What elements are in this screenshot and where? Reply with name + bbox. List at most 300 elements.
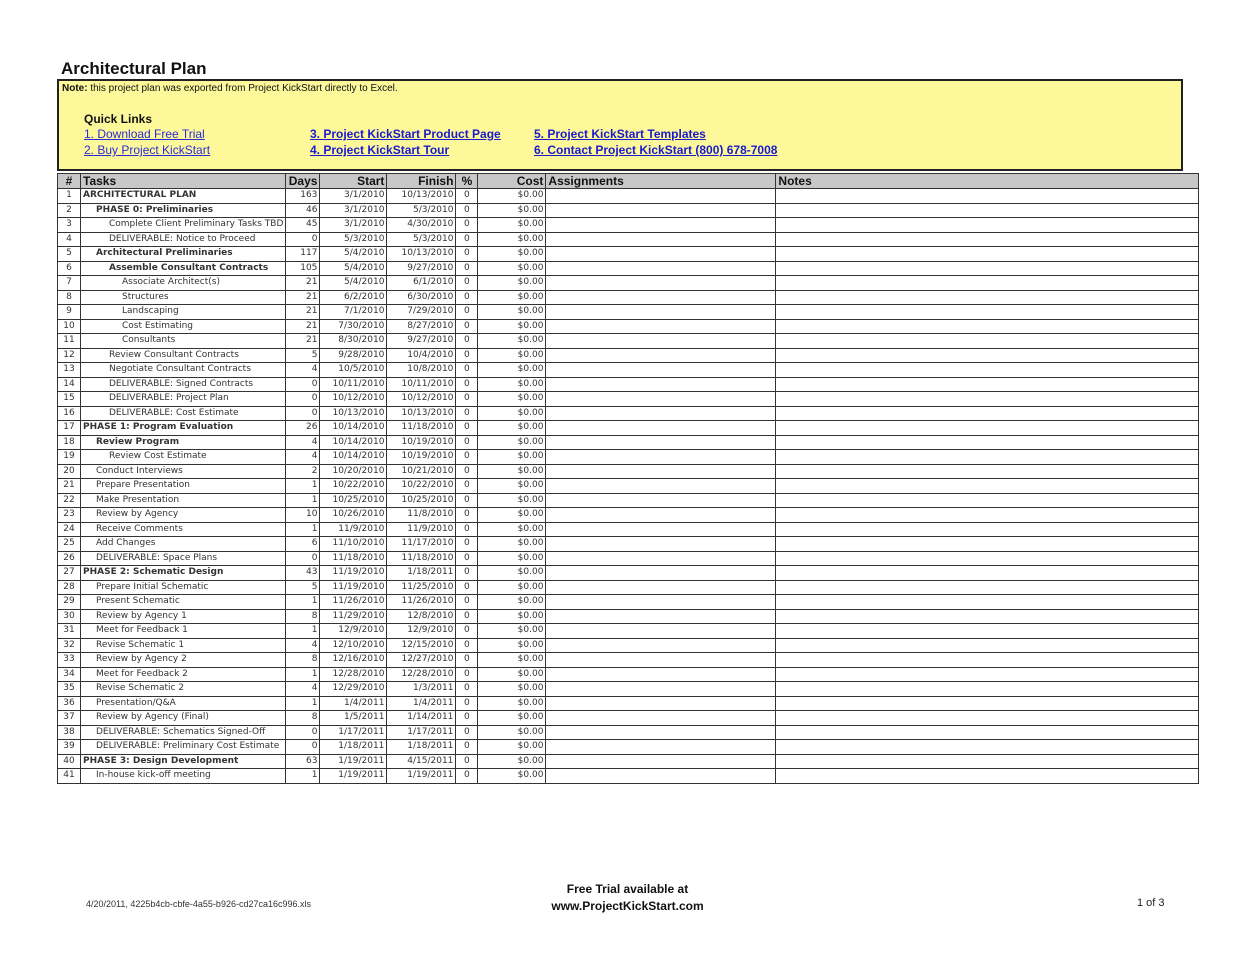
task-days: 4 (286, 682, 320, 697)
task-start: 1/18/2011 (320, 740, 387, 755)
row-number: 33 (58, 653, 81, 668)
task-start: 10/26/2010 (320, 508, 387, 523)
task-cost: $0.00 (478, 508, 546, 523)
table-row (58, 305, 1199, 320)
table-row (58, 464, 1199, 479)
task-percent: 0 (456, 464, 478, 479)
col-header-notes: Notes (776, 174, 1199, 189)
task-days: 1 (286, 667, 320, 682)
task-cost: $0.00 (478, 754, 546, 769)
task-finish: 1/3/2011 (387, 682, 456, 697)
task-name: Cost Estimating (81, 319, 286, 334)
table-row (58, 232, 1199, 247)
table-row (58, 203, 1199, 218)
task-finish: 9/27/2010 (387, 261, 456, 276)
task-cost: $0.00 (478, 261, 546, 276)
task-name: In-house kick-off meeting (81, 769, 286, 784)
task-notes (776, 261, 1199, 276)
row-number: 24 (58, 522, 81, 537)
table-row (58, 696, 1199, 711)
task-days: 0 (286, 406, 320, 421)
task-cost: $0.00 (478, 450, 546, 465)
task-days: 21 (286, 276, 320, 291)
task-days: 0 (286, 551, 320, 566)
task-notes (776, 450, 1199, 465)
task-cost: $0.00 (478, 421, 546, 436)
quick-links-panel (57, 79, 1183, 171)
task-percent: 0 (456, 421, 478, 436)
task-percent: 0 (456, 595, 478, 610)
row-number: 30 (58, 609, 81, 624)
row-number: 25 (58, 537, 81, 552)
task-days: 8 (286, 609, 320, 624)
task-cost: $0.00 (478, 493, 546, 508)
task-notes (776, 638, 1199, 653)
task-assignments (546, 392, 776, 407)
task-notes (776, 334, 1199, 349)
task-cost: $0.00 (478, 566, 546, 581)
task-assignments (546, 464, 776, 479)
task-finish: 6/1/2010 (387, 276, 456, 291)
task-notes (776, 595, 1199, 610)
table-row (58, 334, 1199, 349)
task-days: 0 (286, 740, 320, 755)
task-start: 12/29/2010 (320, 682, 387, 697)
task-start: 11/10/2010 (320, 537, 387, 552)
task-finish: 1/4/2011 (387, 696, 456, 711)
task-start: 10/13/2010 (320, 406, 387, 421)
task-assignments (546, 551, 776, 566)
task-days: 10 (286, 508, 320, 523)
product-page-link[interactable]: 3. Project KickStart Product Page (310, 127, 501, 141)
row-number: 15 (58, 392, 81, 407)
task-days: 8 (286, 711, 320, 726)
task-finish: 11/17/2010 (387, 537, 456, 552)
task-finish: 12/9/2010 (387, 624, 456, 639)
task-start: 10/12/2010 (320, 392, 387, 407)
task-percent: 0 (456, 406, 478, 421)
quick-links-title: Quick Links (84, 112, 153, 126)
task-cost: $0.00 (478, 319, 546, 334)
task-cost: $0.00 (478, 464, 546, 479)
task-cost: $0.00 (478, 769, 546, 784)
task-days: 1 (286, 493, 320, 508)
task-notes (776, 435, 1199, 450)
task-assignments (546, 682, 776, 697)
task-cost: $0.00 (478, 406, 546, 421)
task-start: 10/20/2010 (320, 464, 387, 479)
task-name: Review Cost Estimate (81, 450, 286, 465)
task-percent: 0 (456, 522, 478, 537)
col-header-assignments: Assignments (546, 174, 776, 189)
task-cost: $0.00 (478, 232, 546, 247)
task-percent: 0 (456, 769, 478, 784)
task-assignments (546, 319, 776, 334)
task-name: PHASE 0: Preliminaries (81, 203, 286, 218)
table-row (58, 595, 1199, 610)
task-assignments (546, 247, 776, 262)
task-percent: 0 (456, 203, 478, 218)
task-assignments (546, 305, 776, 320)
task-assignments (546, 609, 776, 624)
tour-link[interactable]: 4. Project KickStart Tour (310, 143, 450, 157)
task-percent: 0 (456, 305, 478, 320)
task-name: ARCHITECTURAL PLAN (81, 189, 286, 204)
task-name: Receive Comments (81, 522, 286, 537)
task-start: 10/14/2010 (320, 421, 387, 436)
task-percent: 0 (456, 435, 478, 450)
task-notes (776, 421, 1199, 436)
task-percent: 0 (456, 580, 478, 595)
footer-promo-line1: Free Trial available at (566, 882, 689, 896)
task-start: 7/1/2010 (320, 305, 387, 320)
task-notes (776, 682, 1199, 697)
task-assignments (546, 580, 776, 595)
task-cost: $0.00 (478, 711, 546, 726)
task-notes (776, 276, 1199, 291)
task-start: 3/1/2010 (320, 203, 387, 218)
task-name: DELIVERABLE: Schematics Signed-Off (81, 725, 286, 740)
table-row (58, 711, 1199, 726)
task-name: Review by Agency (81, 508, 286, 523)
row-number: 34 (58, 667, 81, 682)
task-name: Structures (81, 290, 286, 305)
task-days: 26 (286, 421, 320, 436)
task-assignments (546, 450, 776, 465)
task-finish: 11/25/2010 (387, 580, 456, 595)
task-start: 9/28/2010 (320, 348, 387, 363)
task-days: 46 (286, 203, 320, 218)
table-row (58, 769, 1199, 784)
table-row (58, 247, 1199, 262)
task-assignments (546, 334, 776, 349)
task-notes (776, 740, 1199, 755)
contact-link[interactable]: 6. Contact Project KickStart (800) 678-7008 (534, 143, 778, 157)
task-assignments (546, 624, 776, 639)
task-notes (776, 406, 1199, 421)
task-percent: 0 (456, 334, 478, 349)
row-number: 29 (58, 595, 81, 610)
task-finish: 1/18/2011 (387, 566, 456, 581)
templates-link[interactable]: 5. Project KickStart Templates (534, 127, 706, 141)
task-percent: 0 (456, 725, 478, 740)
task-days: 4 (286, 450, 320, 465)
task-assignments (546, 290, 776, 305)
row-number: 13 (58, 363, 81, 378)
task-cost: $0.00 (478, 334, 546, 349)
task-days: 21 (286, 334, 320, 349)
task-start: 11/29/2010 (320, 609, 387, 624)
task-name: Present Schematic (81, 595, 286, 610)
row-number: 12 (58, 348, 81, 363)
task-notes (776, 551, 1199, 566)
task-percent: 0 (456, 247, 478, 262)
task-cost: $0.00 (478, 348, 546, 363)
task-notes (776, 348, 1199, 363)
task-start: 11/18/2010 (320, 551, 387, 566)
task-finish: 10/13/2010 (387, 406, 456, 421)
task-notes (776, 218, 1199, 233)
task-name: Revise Schematic 1 (81, 638, 286, 653)
row-number: 16 (58, 406, 81, 421)
task-finish: 10/22/2010 (387, 479, 456, 494)
task-notes (776, 624, 1199, 639)
task-notes (776, 392, 1199, 407)
task-notes (776, 667, 1199, 682)
task-notes (776, 537, 1199, 552)
task-assignments (546, 377, 776, 392)
task-finish: 1/19/2011 (387, 769, 456, 784)
task-percent: 0 (456, 609, 478, 624)
task-percent: 0 (456, 551, 478, 566)
table-row (58, 348, 1199, 363)
note-text: this project plan was exported from Project KickStart directly to Excel. (87, 83, 398, 94)
task-notes (776, 725, 1199, 740)
row-number: 4 (58, 232, 81, 247)
task-days: 0 (286, 377, 320, 392)
task-finish: 11/9/2010 (387, 522, 456, 537)
task-finish: 11/26/2010 (387, 595, 456, 610)
task-percent: 0 (456, 479, 478, 494)
table-row (58, 435, 1199, 450)
task-days: 4 (286, 363, 320, 378)
task-finish: 10/25/2010 (387, 493, 456, 508)
task-start: 10/14/2010 (320, 435, 387, 450)
task-percent: 0 (456, 711, 478, 726)
task-assignments (546, 232, 776, 247)
col-header-percent: % (456, 174, 478, 189)
table-row (58, 377, 1199, 392)
task-finish: 1/17/2011 (387, 725, 456, 740)
task-assignments (546, 508, 776, 523)
task-start: 3/1/2010 (320, 218, 387, 233)
task-days: 21 (286, 319, 320, 334)
task-notes (776, 522, 1199, 537)
task-start: 10/22/2010 (320, 479, 387, 494)
task-assignments (546, 435, 776, 450)
task-cost: $0.00 (478, 363, 546, 378)
task-name: Make Presentation (81, 493, 286, 508)
task-assignments (546, 348, 776, 363)
task-finish: 10/19/2010 (387, 450, 456, 465)
task-percent: 0 (456, 740, 478, 755)
row-number: 6 (58, 261, 81, 276)
table-row (58, 261, 1199, 276)
task-percent: 0 (456, 363, 478, 378)
col-header-tasks: Tasks (81, 174, 286, 189)
task-cost: $0.00 (478, 609, 546, 624)
task-assignments (546, 203, 776, 218)
col-header-number: # (58, 174, 81, 189)
task-days: 4 (286, 638, 320, 653)
task-name: Consultants (81, 334, 286, 349)
buy-project-kickstart-link[interactable]: 2. Buy Project KickStart (84, 143, 211, 157)
task-name: PHASE 3: Design Development (81, 754, 286, 769)
task-assignments (546, 479, 776, 494)
row-number: 1 (58, 189, 81, 204)
table-row (58, 537, 1199, 552)
task-cost: $0.00 (478, 290, 546, 305)
page-number: 1 of 3 (1137, 897, 1165, 909)
task-finish: 1/18/2011 (387, 740, 456, 755)
row-number: 17 (58, 421, 81, 436)
row-number: 41 (58, 769, 81, 784)
task-percent: 0 (456, 508, 478, 523)
task-finish: 4/15/2011 (387, 754, 456, 769)
task-finish: 10/12/2010 (387, 392, 456, 407)
task-assignments (546, 218, 776, 233)
task-notes (776, 609, 1199, 624)
task-cost: $0.00 (478, 580, 546, 595)
task-finish: 10/4/2010 (387, 348, 456, 363)
task-days: 45 (286, 218, 320, 233)
task-notes (776, 189, 1199, 204)
task-start: 1/19/2011 (320, 754, 387, 769)
row-number: 23 (58, 508, 81, 523)
task-start: 5/3/2010 (320, 232, 387, 247)
task-cost: $0.00 (478, 696, 546, 711)
table-row (58, 319, 1199, 334)
task-name: Complete Client Preliminary Tasks TBD (81, 218, 286, 233)
task-cost: $0.00 (478, 638, 546, 653)
table-row (58, 667, 1199, 682)
task-start: 8/30/2010 (320, 334, 387, 349)
task-name: Landscaping (81, 305, 286, 320)
task-cost: $0.00 (478, 682, 546, 697)
task-name: Review by Agency (Final) (81, 711, 286, 726)
task-cost: $0.00 (478, 247, 546, 262)
task-name: Architectural Preliminaries (81, 247, 286, 262)
task-notes (776, 508, 1199, 523)
task-notes (776, 319, 1199, 334)
task-assignments (546, 740, 776, 755)
table-row (58, 682, 1199, 697)
task-cost: $0.00 (478, 479, 546, 494)
task-name: Review Program (81, 435, 286, 450)
task-finish: 10/8/2010 (387, 363, 456, 378)
task-assignments (546, 653, 776, 668)
task-percent: 0 (456, 566, 478, 581)
task-cost: $0.00 (478, 203, 546, 218)
table-row (58, 725, 1199, 740)
task-days: 6 (286, 537, 320, 552)
row-number: 9 (58, 305, 81, 320)
footer-promo (520, 881, 735, 915)
task-finish: 10/19/2010 (387, 435, 456, 450)
table-row (58, 638, 1199, 653)
task-percent: 0 (456, 276, 478, 291)
row-number: 7 (58, 276, 81, 291)
task-percent: 0 (456, 638, 478, 653)
task-days: 163 (286, 189, 320, 204)
table-row (58, 218, 1199, 233)
task-notes (776, 754, 1199, 769)
table-row (58, 653, 1199, 668)
row-number: 39 (58, 740, 81, 755)
task-finish: 12/28/2010 (387, 667, 456, 682)
table-row (58, 479, 1199, 494)
task-days: 0 (286, 725, 320, 740)
task-finish: 12/27/2010 (387, 653, 456, 668)
task-cost: $0.00 (478, 189, 546, 204)
task-percent: 0 (456, 696, 478, 711)
row-number: 11 (58, 334, 81, 349)
task-finish: 11/8/2010 (387, 508, 456, 523)
task-notes (776, 566, 1199, 581)
footer-file-info: 4/20/2011, 4225b4cb-cbfe-4a55-b926-cd27ca16c996.xls (86, 899, 311, 909)
task-notes (776, 653, 1199, 668)
task-percent: 0 (456, 261, 478, 276)
task-percent: 0 (456, 653, 478, 668)
task-notes (776, 696, 1199, 711)
task-cost: $0.00 (478, 595, 546, 610)
task-cost: $0.00 (478, 624, 546, 639)
task-name: PHASE 2: Schematic Design (81, 566, 286, 581)
task-name: Presentation/Q&A (81, 696, 286, 711)
task-assignments (546, 421, 776, 436)
footer-promo-url: www.ProjectKickStart.com (551, 899, 704, 913)
row-number: 40 (58, 754, 81, 769)
table-row (58, 189, 1199, 204)
task-finish: 7/29/2010 (387, 305, 456, 320)
task-start: 12/10/2010 (320, 638, 387, 653)
task-cost: $0.00 (478, 305, 546, 320)
task-notes (776, 580, 1199, 595)
task-percent: 0 (456, 493, 478, 508)
task-notes (776, 711, 1199, 726)
task-assignments (546, 769, 776, 784)
task-notes (776, 493, 1199, 508)
task-cost: $0.00 (478, 392, 546, 407)
task-percent: 0 (456, 537, 478, 552)
task-finish: 11/18/2010 (387, 551, 456, 566)
col-header-days: Days (286, 174, 320, 189)
task-days: 1 (286, 696, 320, 711)
table-row (58, 624, 1199, 639)
task-start: 1/17/2011 (320, 725, 387, 740)
task-start: 12/9/2010 (320, 624, 387, 639)
task-start: 12/16/2010 (320, 653, 387, 668)
row-number: 19 (58, 450, 81, 465)
task-start: 5/4/2010 (320, 276, 387, 291)
task-notes (776, 464, 1199, 479)
row-number: 14 (58, 377, 81, 392)
task-start: 12/28/2010 (320, 667, 387, 682)
task-cost: $0.00 (478, 740, 546, 755)
row-number: 31 (58, 624, 81, 639)
task-finish: 10/11/2010 (387, 377, 456, 392)
task-name: Review by Agency 2 (81, 653, 286, 668)
table-row (58, 421, 1199, 436)
table-row (58, 580, 1199, 595)
task-days: 105 (286, 261, 320, 276)
row-number: 18 (58, 435, 81, 450)
table-row (58, 609, 1199, 624)
task-percent: 0 (456, 624, 478, 639)
task-assignments (546, 261, 776, 276)
task-percent: 0 (456, 319, 478, 334)
task-name: DELIVERABLE: Signed Contracts (81, 377, 286, 392)
task-start: 10/14/2010 (320, 450, 387, 465)
download-free-trial-link[interactable]: 1. Download Free Trial (84, 127, 205, 141)
task-assignments (546, 406, 776, 421)
row-number: 38 (58, 725, 81, 740)
task-notes (776, 377, 1199, 392)
task-name: Prepare Presentation (81, 479, 286, 494)
table-row (58, 363, 1199, 378)
task-name: Meet for Feedback 2 (81, 667, 286, 682)
task-cost: $0.00 (478, 435, 546, 450)
